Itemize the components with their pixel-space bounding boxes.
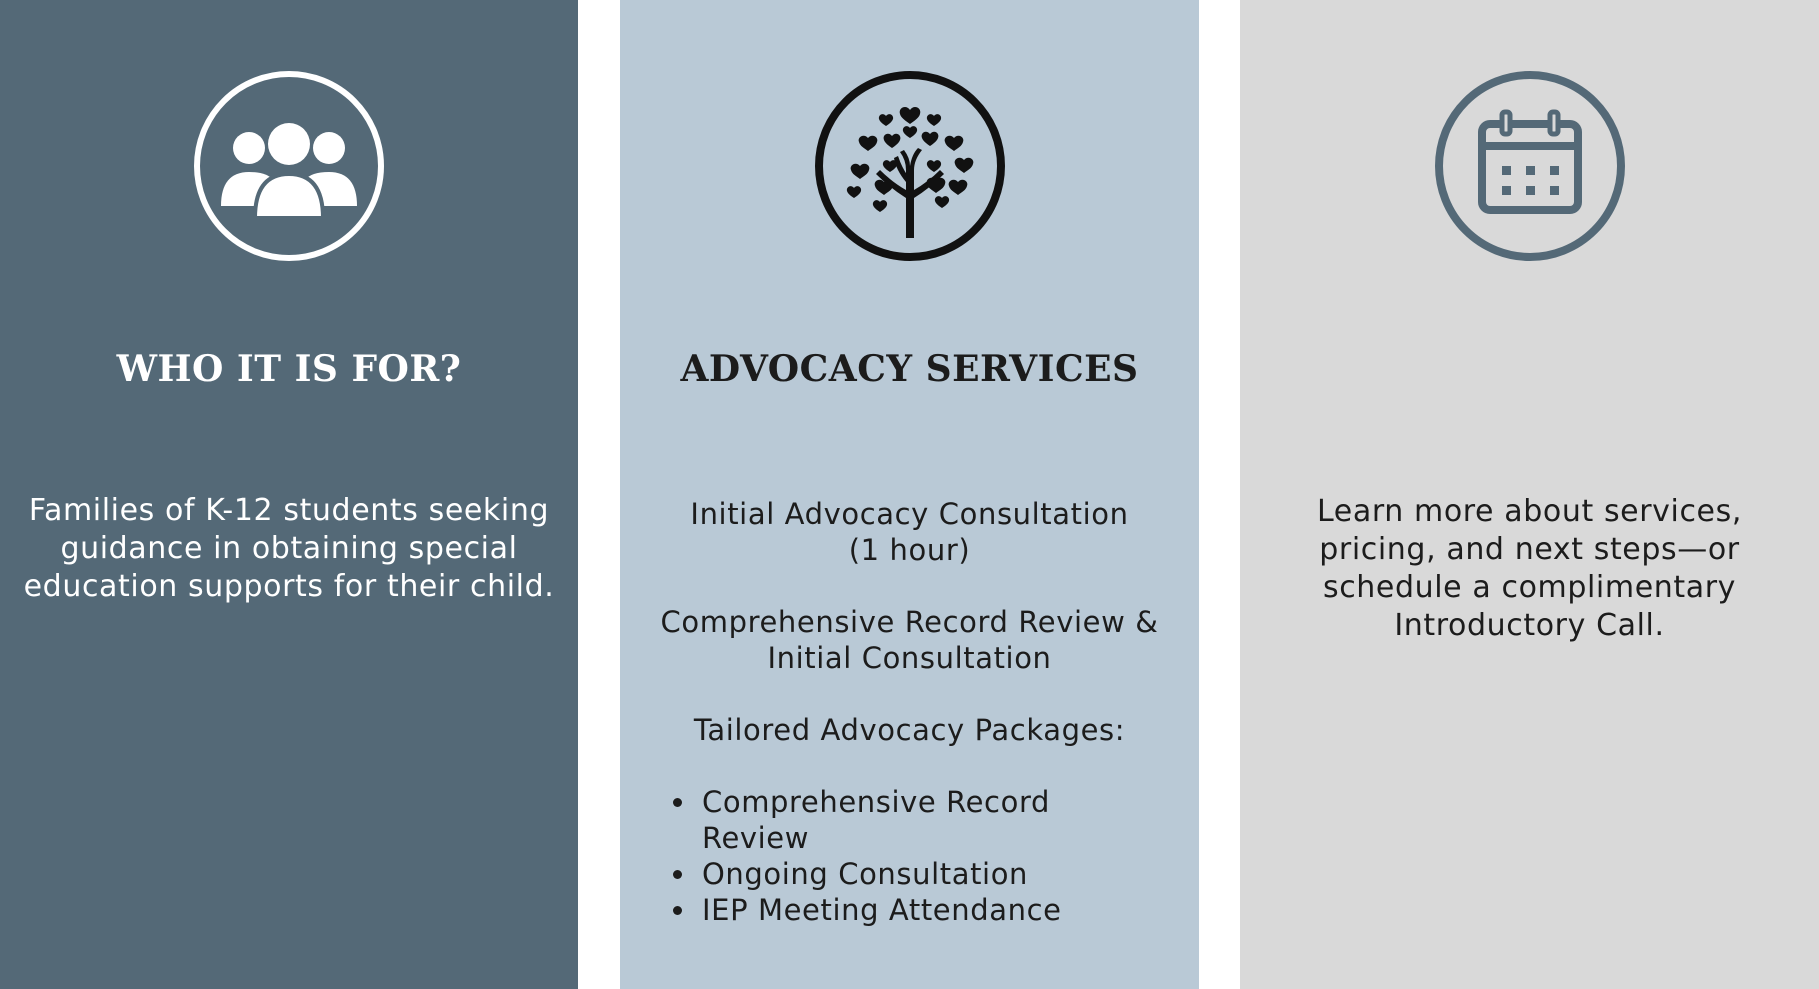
package-item: • IEP Meeting Attendance <box>698 892 1159 928</box>
audience-panel <box>0 0 578 989</box>
services-panel <box>620 0 1199 989</box>
package-list <box>670 784 1159 928</box>
service-item-title: Tailored Advocacy Packages: <box>693 713 1126 747</box>
services-heading: ADVOCACY SERVICES <box>680 348 1139 390</box>
service-item-initial-consultation <box>620 496 1199 568</box>
service-item-subtitle: (1 hour) <box>848 533 971 567</box>
audience-heading: WHO IT IS FOR? <box>116 348 462 390</box>
service-item-title: Initial Advocacy Consultation <box>690 497 1129 531</box>
package-item: • Comprehensive Record Review <box>698 784 1159 856</box>
service-item-subtitle: Initial Consultation <box>767 641 1052 675</box>
service-item-title: Comprehensive Record Review & <box>660 605 1159 639</box>
contact-panel <box>1240 0 1819 989</box>
audience-description: Families of K-12 students seeking guidance in obtaining special education supports for their child. <box>23 493 555 604</box>
service-item-record-review <box>620 604 1199 676</box>
package-item: • Ongoing Consultation <box>698 856 1159 892</box>
contact-description: Learn more about services, pricing, and next steps—or schedule a complimentary Introductory Call. <box>1317 494 1742 643</box>
heart-tree-icon <box>814 70 1006 262</box>
service-item-packages <box>620 712 1199 748</box>
group-icon <box>193 70 385 262</box>
calendar-icon <box>1434 70 1626 262</box>
